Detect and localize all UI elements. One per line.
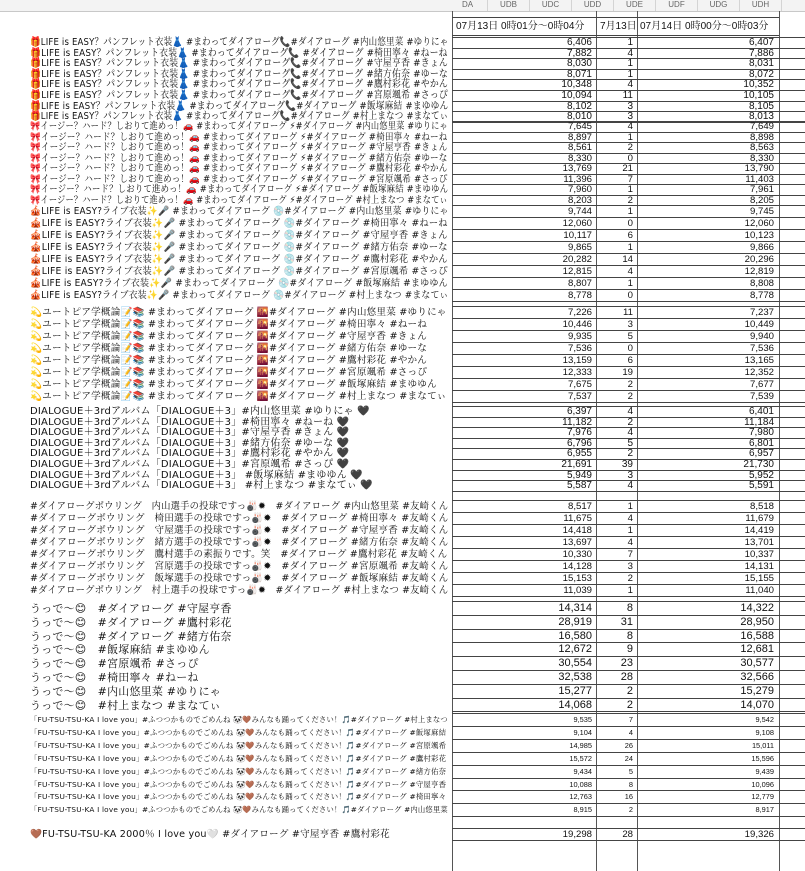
value-col3[interactable]: 12,819 bbox=[744, 265, 774, 277]
value-col3[interactable]: 9,745 bbox=[749, 206, 774, 217]
value-col1[interactable]: 13,159 bbox=[562, 354, 592, 366]
value-col3[interactable]: 6,407 bbox=[748, 37, 774, 48]
value-col2[interactable]: 1 bbox=[627, 584, 633, 596]
value-col2[interactable]: 0 bbox=[627, 217, 633, 229]
value-col1[interactable]: 13,769 bbox=[562, 163, 592, 175]
row-label[interactable]: #ダイアローグボウリング 緒方選手の投球ですっ🎳✹ #ダイアローグ #緒方佑奈 #友崎くん bbox=[30, 536, 449, 548]
value-col3[interactable]: 7,536 bbox=[749, 342, 774, 354]
row-label[interactable]: 🎁LIFE is EASY？パンフレット衣装👗 #まわってダイアローグ📞#ダイアローグ #緒方佑奈 #ゆーな bbox=[30, 68, 448, 80]
value-col3[interactable]: 5,952 bbox=[748, 469, 774, 481]
value-col2[interactable]: 0 bbox=[627, 289, 633, 301]
value-col2[interactable]: 4 bbox=[627, 427, 633, 439]
value-col2[interactable]: 24 bbox=[624, 753, 633, 763]
row-border bbox=[452, 491, 805, 492]
row-label[interactable]: 🎀イージー？ハード？しおりて進めっ！🚗 #まわってダイアローグ ⚡#ダイアローグ #飯塚麻結 #まゆゆん bbox=[30, 184, 449, 196]
value-col2[interactable]: 4 bbox=[628, 727, 633, 737]
value-col1[interactable]: 9,935 bbox=[567, 330, 592, 342]
value-col1[interactable]: 14,068 bbox=[558, 698, 592, 711]
value-col1[interactable]: 12,672 bbox=[558, 643, 592, 656]
value-col2[interactable]: 7 bbox=[627, 548, 633, 560]
row-label[interactable]: 💫ユートピア学概論📝📚 #まわってダイアローグ 🌇#ダイアローグ #椅田寧々 #ねーね bbox=[30, 318, 428, 330]
row-label[interactable]: うっで～😊 #ダイアローグ #緒方佑奈 bbox=[30, 629, 232, 643]
value-col2[interactable]: 4 bbox=[627, 536, 633, 548]
value-col3[interactable]: 8,072 bbox=[748, 68, 774, 80]
value-col3[interactable]: 8,563 bbox=[749, 142, 774, 154]
table-row[interactable] bbox=[0, 630, 805, 644]
value-col2[interactable]: 4 bbox=[627, 121, 633, 132]
value-col3[interactable]: 14,131 bbox=[744, 560, 774, 572]
value-col1[interactable]: 7,226 bbox=[567, 307, 592, 318]
value-col1[interactable]: 7,537 bbox=[567, 390, 592, 402]
value-col3[interactable]: 15,279 bbox=[740, 684, 774, 697]
value-col1[interactable]: 8,807 bbox=[567, 277, 592, 289]
value-col1[interactable]: 8,102 bbox=[566, 100, 592, 112]
row-label[interactable]: 「FU-TSU-TSU-KA I love you」#ふつつかものでごめんね 🐼🤎みんなも踊ってください！🎵#ダイアローグ #飯塚麻結 bbox=[30, 727, 447, 737]
value-col3[interactable]: 8,205 bbox=[749, 194, 774, 206]
value-col1[interactable]: 20,282 bbox=[562, 253, 592, 265]
table-row[interactable] bbox=[0, 602, 805, 616]
value-col1[interactable]: 11,182 bbox=[562, 416, 592, 428]
row-label[interactable]: 🎪LIFE is EASY?ライブ衣装✨🎤 #まわってダイアローグ 💿#ダイアローグ #飯塚麻結 #まゆゆん bbox=[30, 277, 448, 289]
value-col3[interactable]: 8,778 bbox=[749, 289, 774, 301]
row-label[interactable]: うっで～😊 #村上まなつ #まなてぃ bbox=[30, 698, 221, 712]
value-col3[interactable]: 8,013 bbox=[748, 111, 774, 123]
value-col1[interactable]: 7,976 bbox=[566, 427, 592, 439]
value-col1[interactable]: 8,010 bbox=[566, 111, 592, 123]
row-label[interactable]: 🎪LIFE is EASY?ライブ衣装✨🎤 #まわってダイアローグ 💿#ダイアローグ #宮原颯希 #さっぴ bbox=[30, 265, 448, 277]
value-col3[interactable]: 7,649 bbox=[749, 121, 774, 132]
row-label[interactable]: #ダイアローグボウリング 村上選手の投球ですっ🎳✹ #ダイアローグ #村上まなつ #友崎くん bbox=[30, 584, 449, 596]
value-col2[interactable]: 5 bbox=[627, 330, 633, 342]
value-col1[interactable]: 6,397 bbox=[566, 406, 592, 417]
value-col3[interactable]: 13,701 bbox=[744, 536, 774, 548]
row-label[interactable]: 🎪LIFE is EASY?ライブ衣装✨🎤 #まわってダイアローグ 💿#ダイアローグ #椅田寧々 #ねーね bbox=[30, 217, 448, 229]
value-col2[interactable]: 4 bbox=[627, 79, 633, 91]
row-label[interactable]: 「FU-TSU-TSU-KA I love you」#ふつつかものでごめんね 🐼🤎みんなも踊ってください！🎵#ダイアローグ #椅田寧々 bbox=[30, 792, 447, 802]
value-col3[interactable]: 8,917 bbox=[755, 805, 774, 815]
value-col3[interactable]: 9,866 bbox=[749, 241, 774, 253]
value-col1[interactable]: 12,333 bbox=[562, 366, 592, 378]
value-col2[interactable]: 6 bbox=[627, 229, 633, 241]
row-label[interactable]: 🎁LIFE is EASY？パンフレット衣装👗 #まわってダイアローグ📞#ダイアローグ #宮原颯希 #さっぴ bbox=[30, 90, 448, 101]
value-col3[interactable]: 13,790 bbox=[744, 163, 774, 175]
value-col1[interactable]: 10,348 bbox=[561, 79, 592, 91]
value-col2[interactable]: 1 bbox=[627, 241, 633, 253]
row-label[interactable]: 「FU-TSU-TSU-KA I love you」#ふつつかものでごめんね 🐼🤎みんなも踊ってください！🎵#ダイアローグ #内山悠里菜 bbox=[30, 805, 448, 815]
value-col1[interactable]: 6,955 bbox=[566, 448, 592, 460]
value-col1[interactable]: 15,572 bbox=[569, 753, 592, 763]
row-label[interactable]: 🎪LIFE is EASY?ライブ衣装✨🎤 #まわってダイアローグ 💿#ダイアローグ #守屋亨香 #きょん bbox=[30, 229, 448, 241]
row-label[interactable]: 💫ユートピア学概論📝📚 #まわってダイアローグ 🌇#ダイアローグ #宮原颯希 #さっぴ bbox=[30, 366, 428, 378]
table-row[interactable] bbox=[0, 699, 805, 713]
value-col1[interactable]: 10,088 bbox=[569, 779, 592, 789]
row-border bbox=[452, 301, 805, 302]
value-col3[interactable]: 10,449 bbox=[744, 318, 774, 330]
value-col3[interactable]: 5,591 bbox=[748, 480, 774, 492]
value-col1[interactable]: 8,030 bbox=[566, 58, 592, 70]
value-col3[interactable]: 10,105 bbox=[743, 90, 774, 101]
row-label[interactable]: #ダイアローグボウリング 守屋選手の投球ですっ🎳✹ #ダイアローグ #守屋亨香 #友崎くん bbox=[30, 524, 449, 536]
header-cell-col3[interactable] bbox=[637, 17, 779, 36]
row-label[interactable]: DIALOGUE＋3rdアルバム「DIALOGUE＋3」#緒方佑奈 #ゆーな 🖤 bbox=[30, 437, 350, 449]
row-label[interactable]: 🎁LIFE is EASY？パンフレット衣装👗 #まわってダイアローグ📞#ダイアローグ #守屋亨香 #きょん bbox=[30, 58, 448, 70]
value-col2[interactable]: 2 bbox=[628, 805, 633, 815]
row-label[interactable]: 「FU-TSU-TSU-KA I love you」#ふつつかものでごめんね 🐼🤎みんなも踊ってください！🎵#ダイアローグ #緒方佑奈 bbox=[30, 766, 447, 776]
value-col2[interactable]: 3 bbox=[627, 111, 633, 123]
row-label[interactable]: 🎀イージー？ハード？しおりて進めっ！🚗 #まわってダイアローグ ⚡#ダイアローグ #内山悠里菜 #ゆりにゃ bbox=[30, 121, 448, 132]
value-col1[interactable]: 9,865 bbox=[567, 241, 592, 253]
value-col1[interactable]: 9,434 bbox=[573, 766, 592, 776]
value-col2[interactable]: 3 bbox=[627, 469, 633, 481]
value-col2[interactable]: 0 bbox=[627, 152, 633, 164]
value-col2[interactable]: 0 bbox=[627, 342, 633, 354]
value-col2[interactable]: 1 bbox=[627, 277, 633, 289]
value-col1[interactable]: 9,744 bbox=[567, 206, 592, 217]
value-col1[interactable]: 7,882 bbox=[566, 47, 592, 59]
row-label[interactable]: 🎁LIFE is EASY？パンフレット衣装👗 #まわってダイアローグ📞#ダイアローグ #内山悠里菜 #ゆりにゃ bbox=[30, 37, 449, 48]
value-col3[interactable]: 15,596 bbox=[751, 753, 774, 763]
value-col2[interactable]: 3 bbox=[627, 100, 633, 112]
value-col3[interactable]: 11,679 bbox=[745, 512, 774, 524]
value-col2[interactable]: 1 bbox=[627, 524, 633, 536]
value-col2[interactable]: 19 bbox=[622, 366, 633, 378]
value-col2[interactable]: 11 bbox=[622, 90, 633, 101]
row-label[interactable]: 🎁LIFE is EASY？パンフレット衣装👗 #まわってダイアローグ📞 #ダイアローグ #椅田寧々 #ねーね bbox=[30, 47, 448, 59]
row-label[interactable]: 🎁LIFE is EASY？パンフレット衣装👗 #まわってダイアローグ📞#ダイアローグ #飯塚麻結 #まゆゆん bbox=[30, 100, 449, 112]
value-col2[interactable]: 31 bbox=[620, 615, 633, 628]
header-col2-label: 7月13日 bbox=[600, 21, 637, 32]
row-label[interactable]: #ダイアローグボウリング 宮原選手の投球ですっ🎳✹ #ダイアローグ #宮原颯希 #友崎くん bbox=[30, 560, 449, 572]
row-label[interactable]: 🎪LIFE is EASY?ライブ衣装✨🎤 #まわってダイアローグ 💿#ダイアローグ #内山悠里菜 #ゆりにゃ bbox=[30, 206, 449, 217]
value-col2[interactable]: 2 bbox=[627, 448, 633, 460]
value-col3[interactable]: 14,070 bbox=[740, 698, 774, 711]
row-label[interactable]: DIALOGUE＋3rdアルバム「DIALOGUE＋3」#鷹村彩花 #やかん 🖤 bbox=[30, 448, 350, 460]
value-col1[interactable]: 9,104 bbox=[573, 727, 592, 737]
table-row[interactable] bbox=[0, 643, 805, 657]
row-label[interactable]: 🎀イージー？ハード？しおりて進めっ！🚗 #まわってダイアローグ ⚡#ダイアローグ #鷹村彩花 #やかん bbox=[30, 163, 448, 175]
value-col3[interactable]: 8,330 bbox=[749, 152, 774, 164]
value-col3[interactable]: 7,961 bbox=[749, 184, 774, 196]
column-letter[interactable]: UDD bbox=[572, 0, 614, 11]
row-label[interactable]: 💫ユートピア学概論📝📚 #まわってダイアローグ 🌇#ダイアローグ #鷹村彩花 #やかん bbox=[30, 354, 428, 366]
value-col3[interactable]: 6,801 bbox=[748, 437, 774, 449]
value-col3[interactable]: 11,184 bbox=[744, 416, 774, 428]
row-label[interactable]: 🎀イージー？ハード？しおりて進めっ！🚗 #まわってダイアローグ ⚡#ダイアローグ #守屋亨香 #きょん bbox=[30, 142, 448, 154]
value-col1[interactable]: 10,330 bbox=[562, 548, 592, 560]
value-col1[interactable]: 8,517 bbox=[567, 501, 592, 512]
row-label[interactable]: うっで～😊 #内山悠里菜 #ゆりにゃ bbox=[30, 684, 221, 698]
value-col2[interactable]: 21 bbox=[622, 163, 633, 175]
row-border bbox=[452, 596, 805, 597]
value-col3[interactable]: 8,518 bbox=[749, 501, 774, 512]
column-header-bar bbox=[0, 0, 805, 12]
value-col3[interactable]: 13,165 bbox=[744, 354, 774, 366]
value-col2[interactable]: 1 bbox=[627, 131, 633, 143]
value-col3[interactable]: 16,588 bbox=[740, 629, 774, 642]
row-label[interactable]: DIALOGUE＋3rdアルバム「DIALOGUE＋3」#守屋亨香 #きょん 🖤 bbox=[30, 427, 350, 439]
header-col3-label: 07月14日 0時00分～0時03分 bbox=[640, 21, 769, 32]
value-col3[interactable]: 11,403 bbox=[745, 173, 774, 185]
value-col1[interactable]: 11,039 bbox=[563, 584, 592, 596]
value-col1[interactable]: 11,396 bbox=[563, 173, 592, 185]
value-col3[interactable]: 8,105 bbox=[748, 100, 774, 112]
value-col2[interactable]: 4 bbox=[627, 406, 633, 417]
row-label[interactable]: 🎀イージー？ハード？しおりて進めっ！🚗 #まわってダイアローグ ⚡#ダイアローグ #宮原颯希 #さっぴ bbox=[30, 173, 448, 185]
value-col2[interactable]: 39 bbox=[621, 459, 633, 470]
value-col1[interactable]: 8,561 bbox=[567, 142, 592, 154]
value-col1[interactable]: 8,203 bbox=[567, 194, 592, 206]
table-row[interactable] bbox=[0, 657, 805, 671]
value-col2[interactable]: 4 bbox=[627, 480, 633, 492]
value-col2[interactable]: 2 bbox=[627, 378, 633, 390]
value-col1[interactable]: 9,535 bbox=[573, 715, 592, 724]
value-col2[interactable]: 1 bbox=[627, 184, 633, 196]
row-label[interactable]: 💫ユートピア学概論📝📚 #まわってダイアローグ 🌇#ダイアローグ #内山悠里菜 #ゆりにゃ bbox=[30, 307, 447, 318]
row-label[interactable]: 「FU-TSU-TSU-KA I love you」#ふつつかものでごめんね 🐼🤎みんなも踊ってください！🎵#ダイアローグ #鷹村彩花 bbox=[30, 753, 447, 763]
row-border bbox=[452, 402, 805, 403]
value-col2[interactable]: 2 bbox=[627, 572, 633, 584]
value-col2[interactable]: 2 bbox=[627, 390, 633, 402]
value-col3[interactable]: 12,681 bbox=[740, 643, 774, 656]
value-col3[interactable]: 7,539 bbox=[749, 390, 774, 402]
value-col3[interactable]: 6,957 bbox=[748, 448, 774, 460]
value-col3[interactable]: 11,040 bbox=[745, 584, 774, 596]
value-col2[interactable]: 3 bbox=[627, 560, 633, 572]
value-col1[interactable]: 21,691 bbox=[561, 459, 592, 470]
value-col3[interactable]: 7,886 bbox=[748, 47, 774, 59]
value-col2[interactable]: 3 bbox=[627, 318, 633, 330]
value-col2[interactable]: 26 bbox=[624, 740, 633, 750]
value-col2[interactable]: 1 bbox=[627, 58, 633, 70]
row-label[interactable]: 💫ユートピア学概論📝📚 #まわってダイアローグ 🌇#ダイアローグ #守屋亨香 #きょん bbox=[30, 330, 428, 342]
row-label[interactable]: うっで～😊 #宮原颯希 #さっぴ bbox=[30, 657, 199, 671]
value-col2[interactable]: 2 bbox=[627, 416, 633, 428]
column-letter[interactable]: UDC bbox=[530, 0, 572, 11]
value-col3[interactable]: 14,419 bbox=[744, 524, 774, 536]
row-label[interactable]: 🎪LIFE is EASY?ライブ衣装✨🎤 #まわってダイアローグ 💿#ダイアローグ #村上まなつ #まなてぃ bbox=[30, 289, 449, 301]
row-label[interactable]: 「FU-TSU-TSU-KA I love you」#ふつつかものでごめんね 🐼🤎みんなも踊ってください！🎵#ダイアローグ #宮原颯希 bbox=[30, 740, 447, 750]
value-col1[interactable]: 14,128 bbox=[562, 560, 592, 572]
row-label[interactable]: DIALOGUE＋3rdアルバム「DIALOGUE＋3」#椅田寧々 #ねーね 🖤 bbox=[30, 416, 350, 428]
row-label[interactable]: 🎁LIFE is EASY？パンフレット衣装👗 #まわってダイアローグ📞#ダイアローグ #村上まなつ #まなてぃ bbox=[30, 111, 449, 123]
value-col2[interactable]: 5 bbox=[627, 437, 633, 449]
value-col1[interactable]: 10,094 bbox=[561, 90, 592, 101]
value-col3[interactable]: 10,123 bbox=[744, 229, 774, 241]
value-col3[interactable]: 30,577 bbox=[740, 657, 774, 670]
value-col1[interactable]: 15,153 bbox=[562, 572, 592, 584]
value-col2[interactable]: 8 bbox=[626, 602, 633, 614]
value-col1[interactable]: 14,314 bbox=[558, 602, 592, 614]
table-row[interactable] bbox=[0, 616, 805, 630]
value-col2[interactable]: 8 bbox=[626, 629, 633, 642]
value-col2[interactable]: 16 bbox=[624, 792, 633, 802]
row-label[interactable]: 🎀イージー？ハード？しおりて進めっ！🚗 #まわってダイアローグ ⚡#ダイアローグ #村上まなつ #まなてぃ bbox=[30, 194, 448, 206]
value-col2[interactable]: 2 bbox=[626, 698, 633, 711]
row-label[interactable]: DIALOGUE＋3rdアルバム「DIALOGUE＋3」#宮原颯希 #さっぴ 🖤 bbox=[30, 459, 350, 470]
value-col1[interactable]: 5,587 bbox=[566, 480, 592, 492]
row-label[interactable]: 🎁LIFE is EASY？パンフレット衣装👗 #まわってダイアローグ📞#ダイアローグ #鷹村彩花 #やかん bbox=[30, 79, 448, 91]
value-col2[interactable]: 4 bbox=[627, 47, 633, 59]
value-col2[interactable]: 23 bbox=[620, 657, 633, 670]
value-col2[interactable]: 8 bbox=[628, 779, 633, 789]
value-col3[interactable]: 6,401 bbox=[748, 406, 774, 417]
value-col3[interactable]: 7,980 bbox=[748, 427, 774, 439]
value-col3[interactable]: 12,352 bbox=[744, 366, 774, 378]
value-col2[interactable]: 1 bbox=[627, 501, 633, 512]
value-col2[interactable]: 28 bbox=[622, 829, 633, 840]
value-col1[interactable]: 8,778 bbox=[567, 289, 592, 301]
value-col1[interactable]: 8,897 bbox=[567, 131, 592, 143]
table-row[interactable] bbox=[0, 685, 805, 699]
value-col1[interactable]: 11,675 bbox=[563, 512, 592, 524]
value-col1[interactable]: 7,675 bbox=[567, 378, 592, 390]
value-col1[interactable]: 12,763 bbox=[569, 792, 592, 802]
value-col2[interactable]: 7 bbox=[627, 173, 633, 185]
value-col1[interactable]: 28,919 bbox=[558, 615, 592, 628]
value-col1[interactable]: 15,277 bbox=[558, 684, 592, 697]
value-col2[interactable]: 4 bbox=[627, 512, 633, 524]
row-label[interactable]: 💫ユートピア学概論📝📚 #まわってダイアローグ 🌇#ダイアローグ #緒方佑奈 #ゆーな bbox=[30, 342, 428, 354]
value-col3[interactable]: 28,950 bbox=[740, 615, 774, 628]
value-col1[interactable]: 8,915 bbox=[573, 805, 592, 815]
value-col3[interactable]: 9,542 bbox=[755, 715, 774, 724]
value-col3[interactable]: 9,108 bbox=[755, 727, 774, 737]
value-col3[interactable]: 15,155 bbox=[744, 572, 774, 584]
value-col1[interactable]: 6,406 bbox=[566, 37, 592, 48]
column-letter[interactable]: UDF bbox=[656, 0, 698, 11]
value-col2[interactable]: 14 bbox=[622, 253, 633, 265]
row-label[interactable]: うっで～😊 #ダイアローグ #鷹村彩花 bbox=[30, 615, 232, 629]
value-col2[interactable]: 5 bbox=[628, 766, 633, 776]
value-col2[interactable]: 2 bbox=[626, 684, 633, 697]
value-col3[interactable]: 14,322 bbox=[740, 602, 774, 614]
value-col3[interactable]: 10,337 bbox=[744, 548, 774, 560]
header-cell-col1[interactable] bbox=[452, 17, 596, 36]
value-col1[interactable]: 7,645 bbox=[567, 121, 592, 132]
value-col3[interactable]: 15,011 bbox=[751, 740, 774, 750]
header-cell-col2[interactable] bbox=[596, 17, 637, 36]
value-col1[interactable]: 7,536 bbox=[567, 342, 592, 354]
row-label[interactable]: 🤎FU-TSU-TSU-KA 2000％ I love you🤍 #ダイアローグ #守屋亨香 #鷹村彩花 bbox=[30, 829, 390, 840]
value-col3[interactable]: 32,566 bbox=[740, 671, 774, 683]
value-col2[interactable]: 4 bbox=[627, 265, 633, 277]
value-col1[interactable]: 14,985 bbox=[569, 740, 592, 750]
value-col3[interactable]: 20,296 bbox=[744, 253, 774, 265]
row-label[interactable]: #ダイアローグボウリング 内山選手の投球ですっ🎳✹ #ダイアローグ #内山悠里菜 #友崎くん bbox=[30, 501, 449, 512]
value-col3[interactable]: 21,730 bbox=[743, 459, 774, 470]
column-letter[interactable]: UDB bbox=[488, 0, 530, 11]
row-label[interactable]: 💫ユートピア学概論📝📚 #まわってダイアローグ 🌇#ダイアローグ #飯塚麻結 #まゆゆん bbox=[30, 378, 437, 390]
value-col1[interactable]: 16,580 bbox=[558, 629, 592, 642]
row-label[interactable]: #ダイアローグボウリング 鷹村選手の素振りです。笑 #ダイアローグ #鷹村彩花 #友崎くん bbox=[30, 548, 448, 560]
value-col3[interactable]: 8,808 bbox=[749, 277, 774, 289]
value-col1[interactable]: 14,418 bbox=[562, 524, 592, 536]
value-col3[interactable]: 9,940 bbox=[749, 330, 774, 342]
value-col3[interactable]: 7,237 bbox=[749, 307, 774, 318]
row-label[interactable]: DIALOGUE＋3rdアルバム「DIALOGUE＋3」 #村上まなつ #まなてぃ 🖤 bbox=[30, 480, 373, 492]
row-label[interactable]: 「FU-TSU-TSU-KA I love you」#ふつつかものでごめんね 🐼🤎みんなも踊ってください！🎵#ダイアローグ #守屋亨香 bbox=[30, 779, 447, 789]
value-col1[interactable]: 7,960 bbox=[567, 184, 592, 196]
row-label[interactable]: うっで～😊 #飯塚麻結 #まゆゆん bbox=[30, 643, 210, 657]
column-letter[interactable]: UDH bbox=[740, 0, 782, 11]
value-col3[interactable]: 8,031 bbox=[748, 58, 774, 70]
row-label[interactable]: DIALOGUE＋3rdアルバム「DIALOGUE＋3」 #飯塚麻結 #まゆゆん 🖤 bbox=[30, 469, 363, 481]
value-col2[interactable]: 7 bbox=[628, 715, 633, 724]
value-col2[interactable]: 1 bbox=[627, 206, 633, 217]
value-col3[interactable]: 10,096 bbox=[751, 779, 774, 789]
row-label[interactable]: #ダイアローグボウリング 椅田選手の投球ですっ🎳✹ #ダイアローグ #椅田寧々 #友崎くん bbox=[30, 512, 449, 524]
value-col3[interactable]: 10,352 bbox=[743, 79, 774, 91]
value-col1[interactable]: 5,949 bbox=[566, 469, 592, 481]
value-col1[interactable]: 32,538 bbox=[558, 671, 592, 683]
value-col2[interactable]: 9 bbox=[626, 643, 633, 656]
table-row[interactable] bbox=[0, 671, 805, 685]
value-col1[interactable]: 30,554 bbox=[558, 657, 592, 670]
column-letter[interactable]: UDG bbox=[698, 0, 740, 11]
row-label[interactable]: 💫ユートピア学概論📝📚 #まわってダイアローグ 🌇#ダイアローグ #村上まなつ #まなてぃ bbox=[30, 390, 447, 402]
value-col2[interactable]: 2 bbox=[627, 194, 633, 206]
value-col1[interactable]: 13,697 bbox=[562, 536, 592, 548]
value-col1[interactable]: 12,815 bbox=[562, 265, 592, 277]
value-col2[interactable]: 6 bbox=[627, 354, 633, 366]
row-label[interactable]: 🎀イージー？ハード？しおりて進めっ！🚗 #まわってダイアローグ ⚡#ダイアローグ #緒方佑奈 #ゆーな bbox=[30, 152, 448, 164]
value-col2[interactable]: 1 bbox=[627, 37, 633, 48]
value-col1[interactable]: 8,330 bbox=[567, 152, 592, 164]
value-col1[interactable]: 10,117 bbox=[563, 229, 592, 241]
value-col2[interactable]: 11 bbox=[623, 307, 633, 318]
row-label[interactable]: #ダイアローグボウリング 飯塚選手の投球ですっ🎳✹ #ダイアローグ #飯塚麻結 #友崎くん bbox=[30, 572, 449, 584]
row-label[interactable]: DIALOGUE＋3rdアルバム「DIALOGUE＋3」#内山悠里菜 #ゆりにゃ 🖤 bbox=[30, 406, 370, 417]
row-label[interactable]: うっで～😊 #椅田寧々 #ねーね bbox=[30, 671, 199, 684]
value-col3[interactable]: 12,060 bbox=[744, 217, 774, 229]
row-label[interactable]: 「FU-TSU-TSU-KA I love you」#ふつつかものでごめんね 🐼🤎みんなも踊ってください！🎵#ダイアローグ #村上まなつ bbox=[30, 715, 448, 724]
column-letter[interactable]: UDE bbox=[614, 0, 656, 11]
value-col3[interactable]: 8,898 bbox=[749, 131, 774, 143]
value-col3[interactable]: 19,326 bbox=[744, 829, 774, 840]
row-label[interactable]: 🎪LIFE is EASY?ライブ衣装✨🎤 #まわってダイアローグ 💿#ダイアローグ #緒方佑奈 #ゆーな bbox=[30, 241, 448, 253]
row-label[interactable]: 🎪LIFE is EASY?ライブ衣装✨🎤 #まわってダイアローグ 💿#ダイアローグ #鷹村彩花 #やかん bbox=[30, 253, 448, 265]
value-col3[interactable]: 9,439 bbox=[755, 766, 774, 776]
value-col1[interactable]: 19,298 bbox=[562, 829, 592, 840]
column-letter[interactable]: DA bbox=[448, 0, 488, 11]
value-col2[interactable]: 1 bbox=[627, 68, 633, 80]
value-col1[interactable]: 10,446 bbox=[562, 318, 592, 330]
header-col1-label: 07月13日 0時01分～0時04分 bbox=[456, 21, 585, 32]
value-col2[interactable]: 2 bbox=[627, 142, 633, 154]
row-label[interactable]: 🎀イージー？ハード？しおりて進めっ！🚗 #まわってダイアローグ ⚡#ダイアローグ #椅田寧々 #ねーね bbox=[30, 131, 448, 143]
value-col1[interactable]: 8,071 bbox=[566, 68, 592, 80]
value-col1[interactable]: 12,060 bbox=[562, 217, 592, 229]
value-col1[interactable]: 6,796 bbox=[566, 437, 592, 449]
value-col3[interactable]: 12,779 bbox=[751, 792, 774, 802]
value-col2[interactable]: 28 bbox=[620, 671, 633, 683]
row-label[interactable]: うっで～😊 #ダイアローグ #守屋亨香 bbox=[30, 602, 232, 615]
row-border bbox=[452, 816, 805, 817]
row-border bbox=[452, 840, 805, 841]
value-col3[interactable]: 7,677 bbox=[749, 378, 774, 390]
